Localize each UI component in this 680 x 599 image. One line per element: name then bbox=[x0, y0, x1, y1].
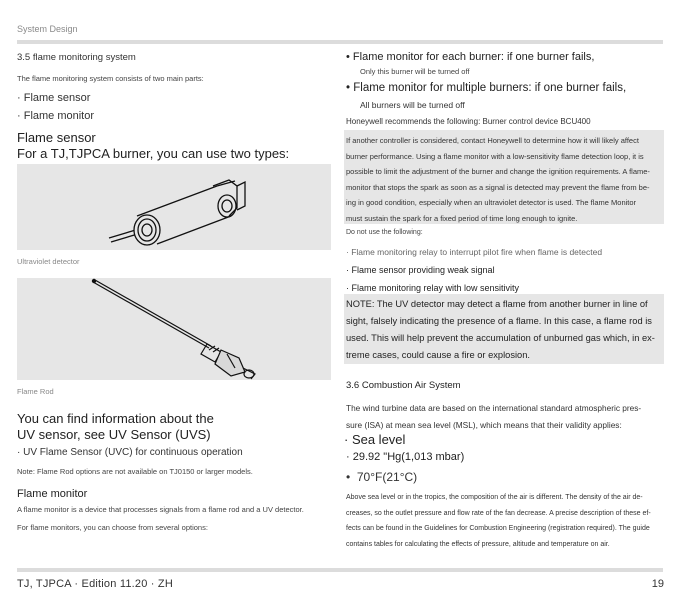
caption-uv-detector: Ultraviolet detector bbox=[17, 257, 80, 266]
para-line: ing in good condition, especially when an ultraviolet detector is used. The flame Monitor bbox=[346, 198, 637, 207]
closing-line: creases, so the outlet pressure and flow rate of the fan decrease. A precise description of these ef- bbox=[346, 509, 651, 517]
uv-note-paragraph bbox=[346, 296, 664, 364]
uv-detector-image bbox=[17, 164, 331, 250]
para-line: possible to limit the adjustment of the burner and change the ignition requirements. A flame- bbox=[346, 167, 650, 176]
flame-rod-image bbox=[17, 278, 331, 380]
bullet-per-burner-text: Flame monitor for each burner: if one burner fails, bbox=[352, 51, 595, 63]
condition-sea-level: · Sea level bbox=[344, 432, 406, 447]
note-line: NOTE: The UV detector may detect a flame from another burner in line of bbox=[346, 299, 648, 309]
para-line: must sustain the spark for a fixed period of time long enough to ignite. bbox=[346, 213, 578, 223]
controller-info-paragraph bbox=[346, 133, 664, 226]
note-line: sight, falsely indicating the presence of a flame. In this case, a flame rod is bbox=[346, 316, 652, 326]
wind-line: sure (ISA) at mean sea level (MSL), which means that their validity applies: bbox=[346, 420, 622, 430]
closing-line: contains tables for calculating the effects of pressure, altitude and temperature on air. bbox=[346, 540, 610, 548]
bottom-rule bbox=[17, 568, 663, 572]
avoid-item-2: · Flame sensor providing weak signal bbox=[346, 265, 495, 275]
avoid-item-1: · Flame monitoring relay to interrupt pilot fire when flame is detected bbox=[346, 247, 603, 257]
condition-temperature: • 70°F(21°C) bbox=[346, 470, 418, 484]
note-line: used. This will help prevent the accumulation of unburned gas which, in ex- bbox=[346, 333, 655, 343]
flame-monitor-description: A flame monitor is a device that processes signals from a flame rod and a UV detector. bbox=[17, 505, 304, 514]
intro-text: The flame monitoring system consists of two main parts: bbox=[17, 74, 204, 83]
uvs-info-line2: UV sensor, see UV Sensor (UVS) bbox=[17, 427, 211, 442]
caption-flame-rod: Flame Rod bbox=[17, 387, 54, 396]
uvs-info-line1: You can find information about the bbox=[17, 411, 214, 426]
section-heading-3-5: 3.5 flame monitoring system bbox=[17, 52, 136, 63]
section-heading-3-6: 3.6 Combustion Air System bbox=[346, 380, 461, 391]
running-header: System Design bbox=[17, 24, 78, 34]
bullet-multi-burner-text: Flame monitor for multiple burners: if one burner fails, bbox=[353, 82, 627, 94]
part-flame-sensor: · Flame sensor bbox=[17, 92, 91, 104]
uvs-bullet: · UV Flame Sensor (UVC) for continuous operation bbox=[17, 447, 243, 458]
closing-paragraph bbox=[346, 490, 664, 552]
bullet-multi-burner-sub: All burners will be turned off bbox=[360, 100, 465, 110]
wind-line: The wind turbine data are based on the international standard atmospheric pres- bbox=[346, 403, 642, 413]
condition-pressure: · 29.92 "Hg(1,013 mbar) bbox=[346, 451, 465, 463]
avoid-item-3: · Flame monitoring relay with low sensitivity bbox=[346, 283, 520, 293]
closing-line: fects can be found in the Guidelines for Combustion Engineering (registration required). The guide bbox=[346, 525, 650, 532]
temperature-value: 70°F(21°C) bbox=[356, 470, 418, 484]
para-line: If another controller is considered, contact Honeywell to determine how it will likely affect bbox=[346, 136, 639, 145]
flame-monitor-options-text: For flame monitors, you can choose from several options: bbox=[17, 523, 208, 532]
honeywell-recommendation: Honeywell recommends the following: Burner control device BCU400 bbox=[346, 117, 591, 126]
closing-line: Above sea level or in the tropics, the composition of the air is different. The density of the air de- bbox=[346, 494, 643, 501]
flame-sensor-heading: Flame sensor bbox=[17, 130, 96, 145]
wind-turbine-paragraph bbox=[346, 400, 664, 434]
bullet-multi-burner: • Flame monitor for multiple burners: if one burner fails, bbox=[346, 82, 627, 94]
footer-edition: TJ, TJPCA · Edition 11.20 · ZH bbox=[17, 578, 173, 590]
top-rule bbox=[17, 40, 663, 44]
page-number: 19 bbox=[651, 578, 664, 590]
para-line: monitor that stops the spark as soon as a signal is detected may prevent the flame from be- bbox=[346, 182, 650, 192]
note-line: treme cases, could cause a fire or explosion. bbox=[346, 350, 530, 360]
part-flame-monitor: · Flame monitor bbox=[17, 110, 95, 122]
flame-monitor-heading: Flame monitor bbox=[17, 488, 88, 500]
bullet-per-burner: • Flame monitor for each burner: if one burner fails, bbox=[346, 51, 595, 63]
para-line: burner performance. Using a flame monitor with a low-sensitivity flame detection loop, it is bbox=[346, 151, 644, 161]
bullet-per-burner-sub: Only this burner will be turned off bbox=[360, 67, 470, 76]
flame-rod-note: Note: Flame Rod options are not available on TJ0150 or larger models. bbox=[17, 467, 253, 476]
do-not-use-label: Do not use the following: bbox=[346, 229, 423, 236]
types-text: For a TJ,TJPCA burner, you can use two types: bbox=[17, 146, 290, 161]
